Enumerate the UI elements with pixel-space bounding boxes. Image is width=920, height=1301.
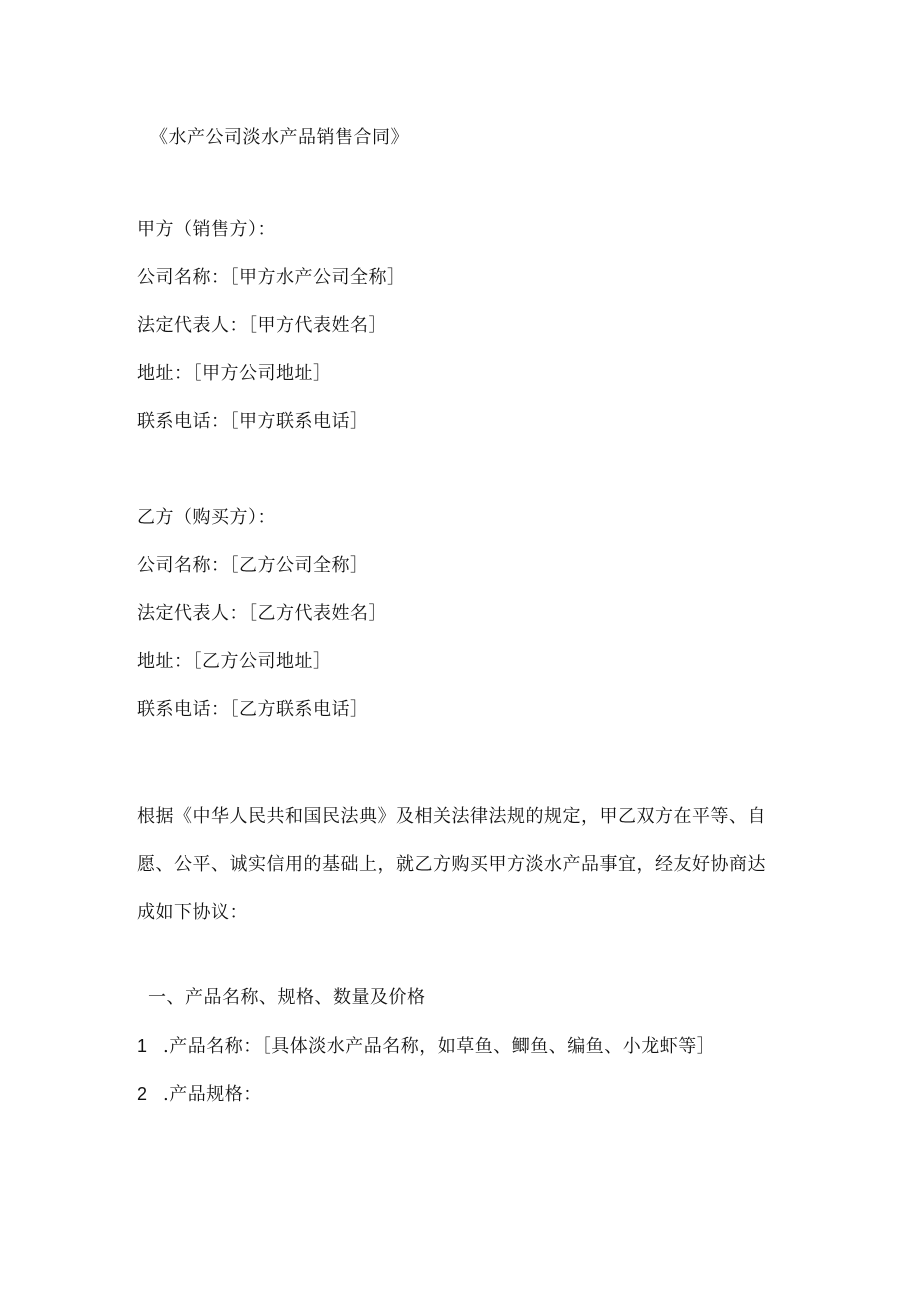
item-text: .产品规格：	[163, 1084, 262, 1105]
item-number: 1	[137, 1036, 148, 1056]
preamble-line: 愿、公平、诚实信用的基础上，就乙方购买甲方淡水产品事宜，经友好协商达	[137, 854, 766, 875]
section-1-heading: 一、产品名称、规格、数量及价格	[148, 987, 426, 1008]
party-a-company: 公司名称：［甲方水产公司全称］	[137, 267, 406, 288]
party-b-phone: 联系电话：［乙方联系电话］	[137, 699, 369, 720]
document-title: 《水产公司淡水产品销售合同》	[150, 127, 409, 148]
party-b-representative: 法定代表人：［乙方代表姓名］	[137, 603, 387, 624]
party-a-representative: 法定代表人：［甲方代表姓名］	[137, 315, 387, 336]
section-1-item	[137, 1034, 715, 1059]
party-b-heading: 乙方（购买方）：	[137, 507, 276, 528]
party-a-address: 地址：［甲方公司地址］	[137, 363, 332, 384]
party-b-company: 公司名称：［乙方公司全称］	[137, 555, 369, 576]
preamble-line: 成如下协议：	[137, 902, 248, 923]
preamble-paragraph	[137, 793, 777, 937]
item-text: .产品名称：［具体淡水产品名称，如草鱼、鲫鱼、编鱼、小龙虾等］	[163, 1036, 716, 1057]
section-1-item	[137, 1082, 262, 1107]
item-number: 2	[137, 1084, 148, 1104]
preamble-line: 根据《中华人民共和国民法典》及相关法律法规的规定，甲乙双方在平等、自	[137, 806, 766, 827]
party-a-heading: 甲方（销售方）：	[137, 219, 276, 240]
party-b-address: 地址：［乙方公司地址］	[137, 651, 332, 672]
party-a-phone: 联系电话：［甲方联系电话］	[137, 411, 369, 432]
